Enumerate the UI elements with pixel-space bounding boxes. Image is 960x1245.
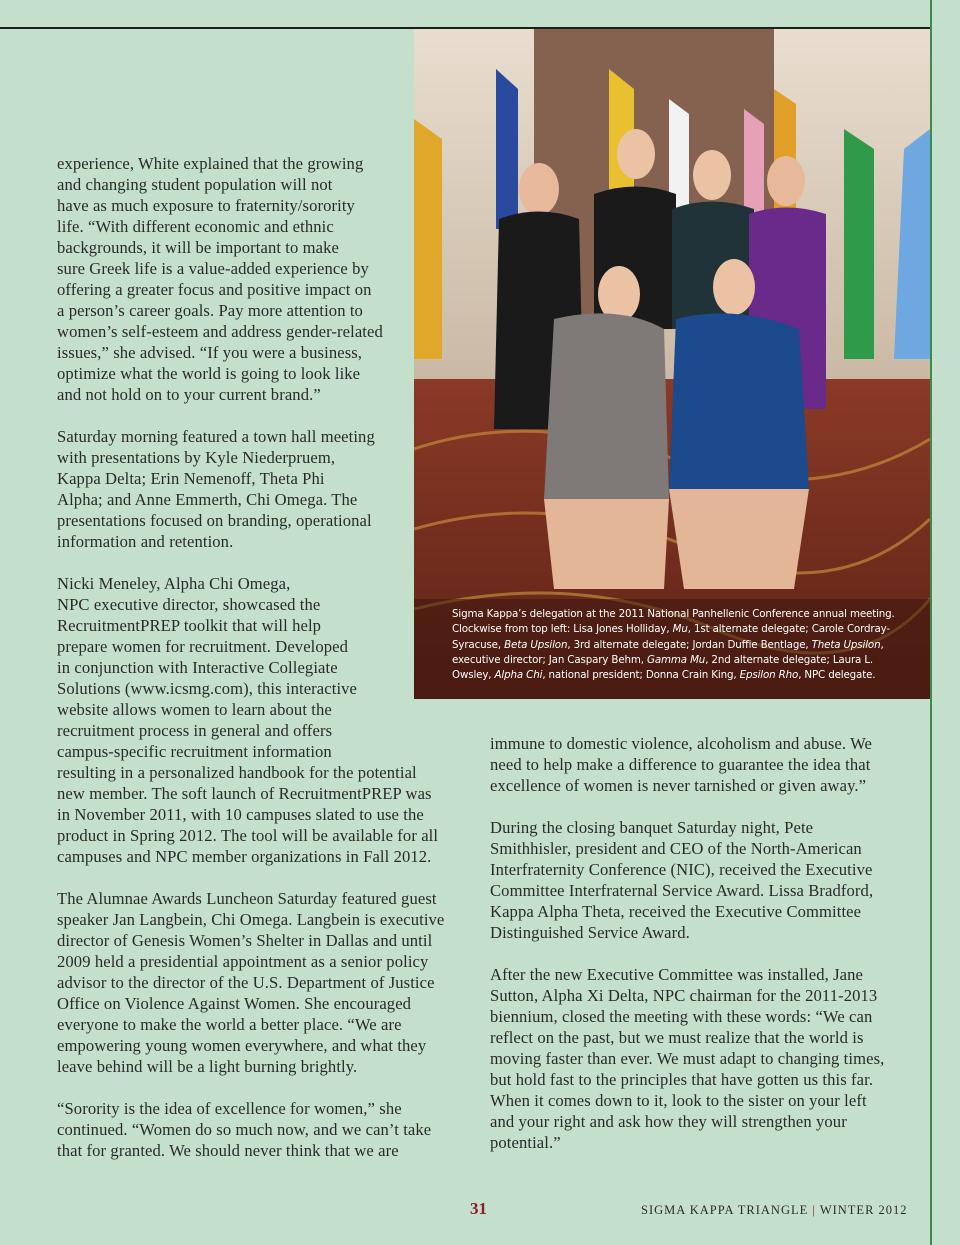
paragraph: immune to domestic violence, alcoholism and abuse. We need to help make a difference to guarantee the idea that excellence of women is never tarnished or given away.” xyxy=(490,734,872,795)
photo-caption xyxy=(452,607,900,683)
side-rule xyxy=(930,0,932,1245)
issue-label: WINTER 2012 xyxy=(819,1203,908,1217)
footer-separator: | xyxy=(812,1203,816,1217)
delegation-photo xyxy=(414,29,930,699)
publication-name: SIGMA KAPPA TRIANGLE xyxy=(641,1203,809,1217)
paragraph: After the new Executive Committee was installed, Jane Sutton, Alpha Xi Delta, NPC chairman for the 2011-2013 biennium, closed the meeting with these words: “We can reflect on the past, but we must realize that the world is moving faster than ever. We must adapt to changing times, but hold fast to the principles that have gotten us this far. When it comes down to it, look to the sister on your left and your right and ask how they will strengthen your potential.” xyxy=(490,965,885,1152)
caption-line: Syracuse, Beta Upsilon, 3rd alternate delegate; Jordan Duffie Bentlage, Theta Upsilon, xyxy=(452,638,884,651)
paragraph: Saturday morning featured a town hall meeting with presentations by Kyle Niederpruem, Kappa Delta; Erin Nemenoff, Theta Phi Alpha; and Anne Emmerth, Chi Omega. The presentations focused on branding, operational information and retention. xyxy=(57,427,375,551)
caption-line: Owsley, Alpha Chi, national president; Donna Crain King, Epsilon Rho, NPC delegate. xyxy=(452,669,876,682)
paragraph: The Alumnae Awards Luncheon Saturday featured guest speaker Jan Langbein, Chi Omega. Langbein is executive director of Genesis Women’s Shelter in Dallas and until 2009 held a presidential appointment as a senior policy advisor to the director of the U.S. Department of Justice Office on Violence Against Women. She encouraged everyone to make the world a better place. “We are empowering young women everywhere, and what they leave behind will be a light burning brightly. xyxy=(57,889,445,1076)
paragraph: experience, White explained that the growing and changing student population will not have as much exposure to fraternity/sorority life. “With different economic and ethnic backgrounds, it will be important to make sure Greek life is a value-added experience by offering a greater focus and positive impact on a person’s career goals. Pay more attention to women’s self-esteem and address gender-related issues,” she advised. “If you were a business, optimize what the world is going to look like and not hold on to your current brand.” xyxy=(57,154,383,404)
paragraph: “Sorority is the idea of excellence for women,” she continued. “Women do so much now, and we can’t take that for granted. We should never think that we are xyxy=(57,1099,432,1160)
paragraph: During the closing banquet Saturday night, Pete Smithhisler, president and CEO of the North-American Interfraternity Conference (NIC), received the Executive Committee Interfraternal Service Award. Lissa Bradford, Kappa Alpha Theta, received the Executive Committee Distinguished Service Award. xyxy=(490,818,874,942)
left-column xyxy=(57,153,467,1182)
caption-line: Clockwise from top left: Lisa Jones Holliday, Mu, 1st alternate delegate; Carole Cordray- xyxy=(452,623,891,636)
page-number: 31 xyxy=(470,1199,487,1218)
caption-line: executive director; Jan Caspary Behm, Gamma Mu, 2nd alternate delegate; Laura L. xyxy=(452,653,874,666)
paragraph: Nicki Meneley, Alpha Chi Omega, NPC executive director, showcased the RecruitmentPREP toolkit that will help prepare women for recruitment. Developed in conjunction with Interactive Collegiate Solutions (www.icsmg.com), this interactive website allows women to learn about the recruitment process in general and offers campus-specific recruitment information resulting in a personalized handbook for the potential new member. The soft launch of RecruitmentPREP was in November 2011, with 10 campuses slated to use the product in Spring 2012. The tool will be available for all campuses and NPC member organizations in Fall 2012. xyxy=(57,574,439,866)
publication-footer xyxy=(641,1203,908,1218)
right-column xyxy=(490,733,910,1174)
caption-line: Sigma Kappa’s delegation at the 2011 National Panhellenic Conference annual meeting. xyxy=(452,608,895,620)
